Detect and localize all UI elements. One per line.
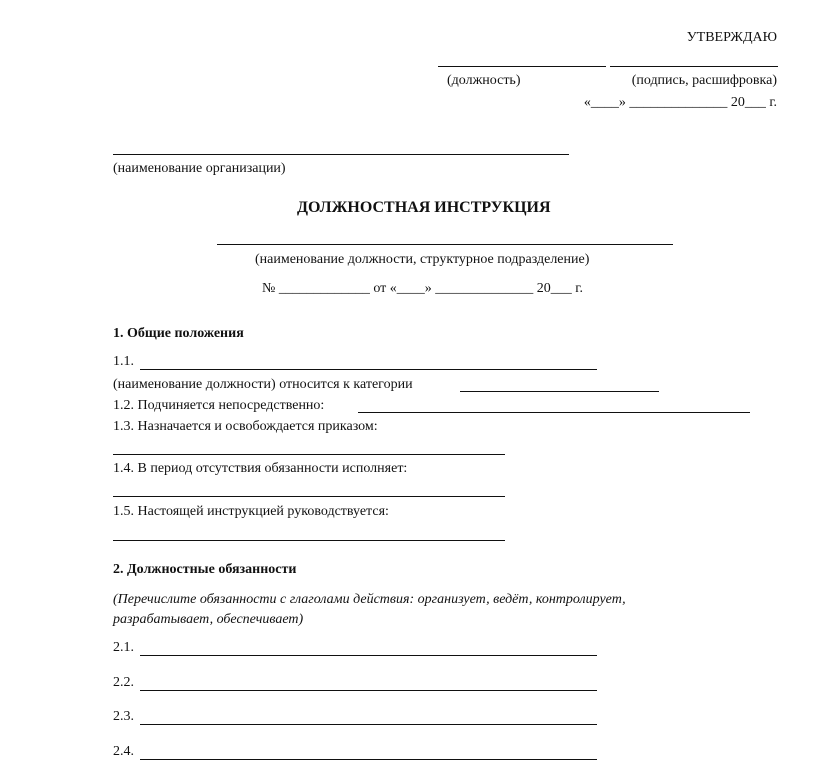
item-1-5-label: 1.5. Настоящей инструкцией руководствуется: (113, 504, 389, 519)
item-1-1-line[interactable] (140, 369, 597, 370)
item-1-2-label: 1.2. Подчиняется непосредственно: (113, 398, 325, 413)
item-1-2-line[interactable] (358, 412, 750, 413)
section1-heading: 1. Общие положения (113, 326, 244, 341)
item-1-4-line[interactable] (113, 496, 505, 497)
item-1-4-label: 1.4. В период отсутствия обязанности исполняет: (113, 461, 408, 476)
organization-name-line[interactable] (113, 154, 569, 155)
category-line[interactable] (460, 391, 659, 392)
item-2-4-line[interactable] (140, 759, 597, 760)
section2-heading: 2. Должностные обязанности (113, 562, 297, 577)
item-2-3-line[interactable] (140, 724, 597, 725)
item-2-2-line[interactable] (140, 690, 597, 691)
approval-date-line[interactable]: «____» ______________ 20___ г. (583, 95, 777, 110)
item-2-2-label: 2.2. (113, 675, 134, 690)
document-title: ДОЛЖНОСТНАЯ ИНСТРУКЦИЯ (297, 199, 551, 216)
signature-caption: (подпись, расшифровка) (631, 73, 777, 88)
section2-hint-line2: разрабатывает, обеспечивает) (113, 612, 304, 627)
item-1-3-label: 1.3. Назначается и освобождается приказом: (113, 419, 378, 434)
approval-title: УТВЕРЖДАЮ (686, 30, 777, 45)
position-caption-doc: (наименование должности, структурное подразделение) (255, 252, 590, 267)
item-2-1-label: 2.1. (113, 640, 134, 655)
organization-caption: (наименование организации) (113, 161, 286, 176)
item-1-5-line[interactable] (113, 540, 505, 541)
section2-hint-line1: (Перечислите обязанности с глаголами действия: организует, ведёт, контролирует, (113, 592, 626, 607)
document-number-line[interactable]: № _____________ от «____» ______________ 20___ г. (262, 281, 583, 296)
item-2-4-label: 2.4. (113, 744, 134, 759)
position-signature-line[interactable] (438, 66, 606, 67)
item-1-1-cont: (наименование должности) относится к категории (113, 377, 413, 392)
signature-line[interactable] (610, 66, 778, 67)
position-name-line[interactable] (217, 244, 673, 245)
item-1-3-line[interactable] (113, 454, 505, 455)
item-1-1-label: 1.1. (113, 354, 134, 369)
item-2-3-label: 2.3. (113, 709, 134, 724)
position-caption: (должность) (447, 73, 521, 88)
item-2-1-line[interactable] (140, 655, 597, 656)
